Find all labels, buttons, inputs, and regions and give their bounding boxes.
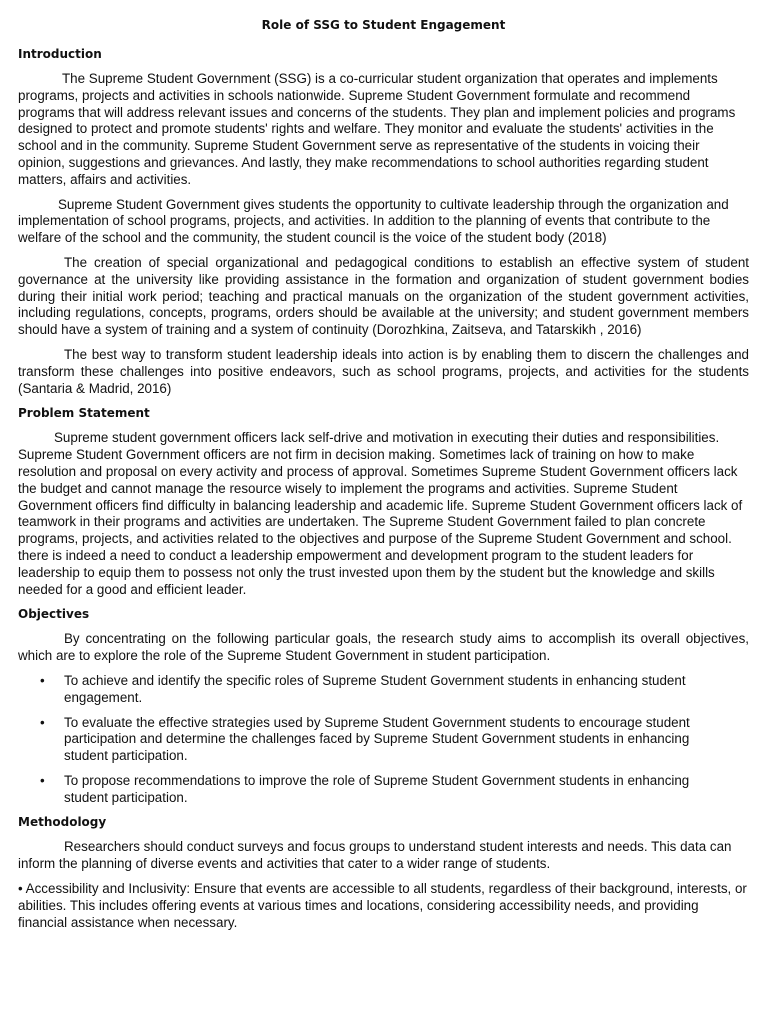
objectives-list <box>18 673 749 807</box>
objective-text: To achieve and identify the specific roles of Supreme Student Government students in enhancing student engagement. <box>64 672 686 705</box>
methodology-heading: Methodology <box>18 815 107 830</box>
bullet-icon: • <box>40 772 45 788</box>
accessibility-paragraph: • Accessibility and Inclusivity: Ensure that events are accessible to all students, regardless of their background, interests, or abilities. This includes offering events at various times and locations, considering accessibility needs, and providing financial assistance when necessary. <box>18 881 747 930</box>
objectives-paragraph: By concentrating on the following particular goals, the research study aims to accomplish its overall objectives, which are to explore the role of the Supreme Student Government in student participation. <box>18 631 749 664</box>
document-page <box>18 14 749 939</box>
list-item <box>18 715 749 765</box>
introduction-paragraph-2: Supreme Student Government gives students the opportunity to cultivate leadership through the organization and implementation of school programs, projects, and activities. In addition to the planning of events that contribute to the welfare of the school and the community, the student council is the voice of the student body (2018) <box>18 196 729 246</box>
problem-statement-paragraph: Supreme student government officers lack self-drive and motivation in executing their duties and responsibilities. Supreme Student Government officers are not firm in decision making. Sometimes lack of training on how to make resolution and proposal on every activity and process of approval. Sometimes Supreme Student Government officers lack the budget and cannot manage the resource wisely to implement the programs and activities. Supreme Student Government officers find difficulty in balancing leadership and academic life. Supreme Student Government officers lack of teamwork in their programs and activities are undertaken. The Supreme Student Government failed to plan concrete programs, projects, and activities related to the objectives and purpose of the Supreme Student Government and school. there is indeed a need to conduct a leadership empowerment and development program to the student leaders for leadership to equip them to possess not only the trust invested upon them by the student but the knowledge and skills needed for a good and efficient leader. <box>18 430 743 597</box>
introduction-paragraph-3: The creation of special organizational and pedagogical conditions to establish an effective system of student governance at the university like providing assistance in the formation and organization of student government bodies during their initial work period; teaching and practical manuals on the organization of the student government activities, including regulations, concepts, programs, orders should be available at the university; and student government members should have a system of training and a system of continuity (Dorozhkina, Zaitseva, and Tatarskikh , 2016) <box>18 254 749 338</box>
document-title: Role of SSG to Student Engagement <box>261 18 506 32</box>
problem-statement-heading: Problem Statement <box>18 406 150 421</box>
bullet-icon: • <box>40 672 45 688</box>
methodology-paragraph: Researchers should conduct surveys and focus groups to understand student interests and needs. This data can inform the planning of diverse events and activities that cater to a wider range of students. <box>18 839 732 872</box>
objective-text: To evaluate the effective strategies used by Supreme Student Government students to encourage student participation and determine the challenges faced by Supreme Student Government students in enhancing student participation. <box>64 714 690 764</box>
objectives-heading: Objectives <box>18 607 90 622</box>
bullet-icon: • <box>40 714 45 730</box>
objective-text: To propose recommendations to improve the role of Supreme Student Government students in enhancing student participation. <box>64 772 690 805</box>
introduction-paragraph-1: The Supreme Student Government (SSG) is a co-curricular student organization that operates and implements programs, projects and activities in schools nationwide. Supreme Student Government formulate and recommend programs that will address relevant issues and concerns of the students. They plan and implement policies and programs designed to protect and promote students' rights and welfare. They monitor and evaluate the students' activities in the school and in the community. Supreme Student Government serve as representative of the students in voicing their opinion, suggestions and grievances. And lastly, they make recommendations to school authorities regarding student matters, affairs and activities. <box>18 71 736 187</box>
list-item <box>18 773 749 807</box>
list-item <box>18 673 749 707</box>
introduction-paragraph-4: The best way to transform student leadership ideals into action is by enabling them to discern the challenges and transform these challenges into positive endeavors, such as school programs, projects, and activities for the students (Santaria & Madrid, 2016) <box>18 346 749 396</box>
introduction-heading: Introduction <box>18 47 102 61</box>
